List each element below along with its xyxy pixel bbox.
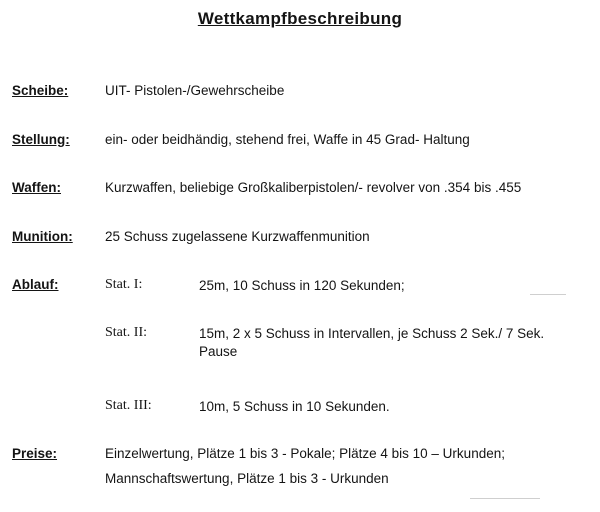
scheibe-label: Scheibe: <box>12 83 69 98</box>
station-1-line1: 25m, 10 Schuss in 120 Sekunden; <box>199 278 405 293</box>
stellung-label: Stellung: <box>12 132 70 147</box>
scheibe-value: UIT- Pistolen-/Gewehrscheibe <box>105 83 285 98</box>
station-3-label: Stat. III: <box>105 398 152 413</box>
station-3-line1: 10m, 5 Schuss in 10 Sekunden. <box>199 399 390 414</box>
station-2-label: Stat. II: <box>105 325 147 340</box>
scan-artifact-line <box>470 498 540 499</box>
station-2-text <box>199 325 594 361</box>
scan-artifact-line <box>530 294 566 295</box>
station-1-label: Stat. I: <box>105 277 143 292</box>
preise-line1: Einzelwertung, Plätze 1 bis 3 - Pokale; Plätze 4 bis 10 – Urkunden; <box>105 446 505 461</box>
ablauf-label: Ablauf: <box>12 277 59 292</box>
munition-value: 25 Schuss zugelassene Kurzwaffenmunition <box>105 229 370 244</box>
preise-line2: Mannschaftswertung, Plätze 1 bis 3 - Urkunden <box>105 471 389 486</box>
munition-label: Munition: <box>12 229 73 244</box>
station-2-line1: 15m, 2 x 5 Schuss in Intervallen, je Schuss 2 Sek./ 7 Sek. <box>199 326 545 341</box>
stellung-value: ein- oder beidhändig, stehend frei, Waffe in 45 Grad- Haltung <box>105 132 470 147</box>
station-3-text <box>199 398 594 416</box>
waffen-value: Kurzwaffen, beliebige Großkaliberpistolen/- revolver von .354 bis .455 <box>105 180 522 195</box>
station-2-line2: Pause <box>199 344 238 359</box>
document-title: Wettkampfbeschreibung <box>197 9 403 28</box>
waffen-label: Waffen: <box>12 180 61 195</box>
station-1-text <box>199 277 594 295</box>
preise-label: Preise: <box>12 446 58 461</box>
